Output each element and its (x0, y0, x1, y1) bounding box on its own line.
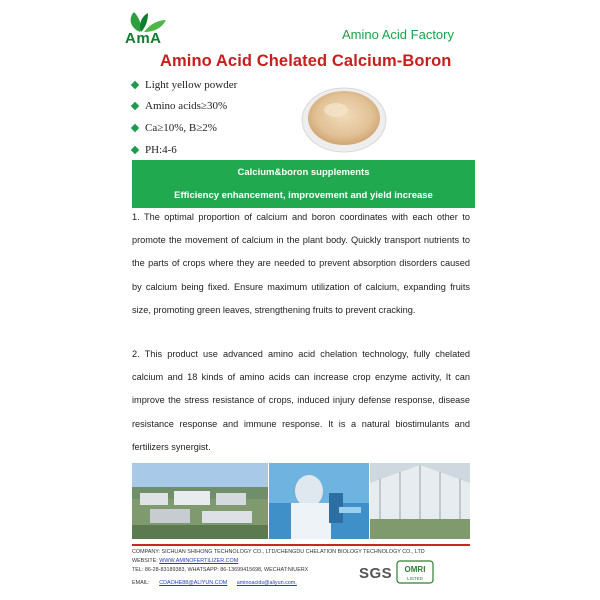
omri-text: OMRI (404, 565, 426, 574)
diamond-bullet-icon (131, 146, 139, 154)
bullet-item (132, 144, 177, 156)
bullet-item (132, 122, 217, 134)
bullet-text: PH:4-6 (145, 144, 177, 156)
omri-sub-text: LISTED (407, 576, 423, 581)
footer-divider (132, 544, 470, 546)
email-link-2[interactable]: aminoacids@aliyun.com, (236, 580, 297, 586)
photo-strip (132, 463, 470, 539)
description-paragraph-1: 1. The optimal proportion of calcium and boron coordinates with each other to promote the movement of calcium in the plant body. Quickly transport nutrients to the parts of crops where they are needed to prevent absorption disorders caused by calcium being fixed. Ensure maximum utilization of calcium, expanding fruits size, promoting green leaves, strengthening fruits to prevent cracking. (132, 212, 470, 315)
bullet-item (132, 100, 227, 112)
website-link[interactable]: WWW.AMINOFERTILIZER.COM (159, 558, 239, 564)
omri-logo (396, 560, 434, 584)
footer-email-row (132, 580, 297, 586)
footer-company: COMPANY: SICHUAN SHIHONG TECHNOLOGY CO., LTD/CHENGDU CHELATION BIOLOGY TECHNOLOGY CO., LTD (132, 549, 425, 555)
website-label: WEBSITE: (132, 558, 160, 564)
email-label: EMAIL: (132, 580, 150, 586)
diamond-bullet-icon (131, 81, 139, 89)
banner-line-2: Efficiency enhancement, improvement and yield increase (174, 190, 433, 201)
sgs-logo: SGS (359, 565, 393, 582)
description-paragraph-2: 2. This product use advanced amino acid chelation technology, fully chelated calcium and 18 kinds of amino acids can increase crop enzyme activity, It can improve the stress resistance of crops, induced injury defense response, disease resistance response and immune response. It is a natural biostimulants and fertilizers synergist. (132, 349, 470, 452)
banner-line-1: Calcium&boron supplements (237, 167, 370, 178)
lab-researcher-photo (269, 463, 369, 539)
factory-label: Amino Acid Factory (342, 27, 454, 42)
feature-banner (132, 160, 475, 208)
page-title: Amino Acid Chelated Calcium-Boron (160, 52, 452, 70)
email-link-1[interactable]: CDAOHE88@ALIYUN.COM (159, 580, 228, 586)
factory-aerial-photo (132, 463, 268, 539)
bullet-text: Ca≥10%, B≥2% (145, 122, 217, 134)
diamond-bullet-icon (131, 102, 139, 110)
logo-text: AmA (125, 30, 162, 47)
diamond-bullet-icon (131, 124, 139, 132)
powder-dish-image (300, 80, 388, 154)
greenhouse-photo (370, 463, 470, 539)
bullet-text: Light yellow powder (145, 79, 238, 91)
bullet-text: Amino acids≥30% (145, 100, 228, 112)
footer-website-row (132, 558, 238, 564)
bullet-item (132, 79, 237, 91)
footer-tel: TEL: 86-28-83189383, WHATSAPP: 86-13699415698, WECHAT:NIUERX (132, 567, 309, 573)
